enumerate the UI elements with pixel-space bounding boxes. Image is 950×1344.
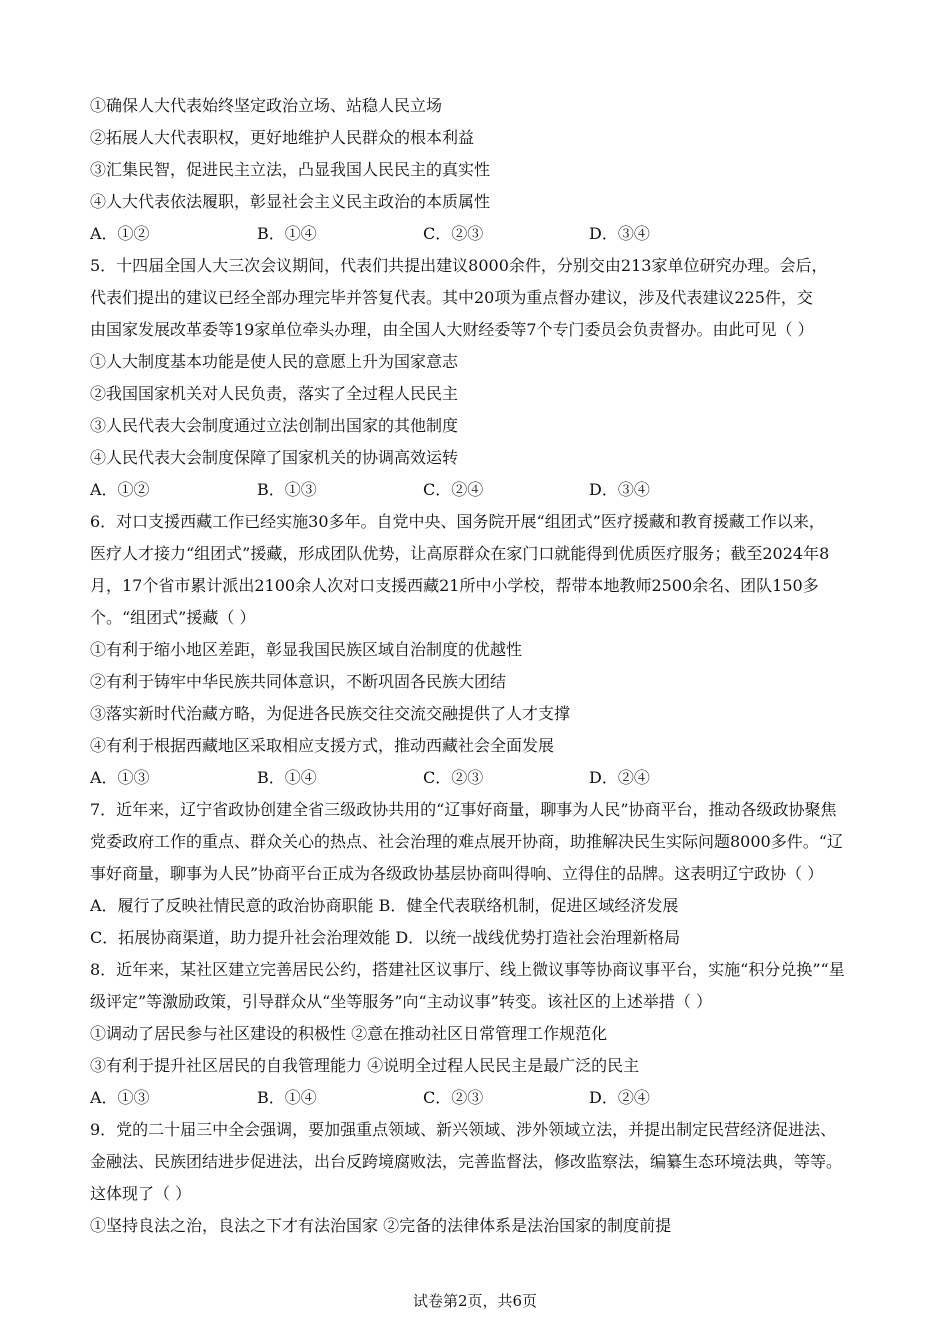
q9-statements-12: ①坚持良法之治，良法之下才有法治国家 ②完备的法律体系是法治国家的制度前提	[90, 1216, 672, 1235]
q6-option-c: C．②③	[423, 768, 484, 787]
q9-stem-line-1: 9．党的二十届三中全会强调，要加强重点领域、新兴领域、涉外领域立法，并提出制定民营经济促进法、	[90, 1120, 837, 1139]
q8-option-c: C．②③	[423, 1088, 484, 1107]
q5-statement-3: ③人民代表大会制度通过立法创制出国家的其他制度	[90, 416, 459, 435]
q5-option-c: C．②④	[423, 480, 484, 499]
q6-stem-line-2: 医疗人才接力“组团式”援藏，形成团队优势，让高原群众在家门口就能得到优质医疗服务；截至2024年8	[90, 544, 830, 563]
q5-option-a: A．①②	[90, 480, 150, 499]
q6-stem-line-4: 个。“组团式”援藏（ ）	[90, 608, 256, 627]
q4-statement-4: ④人大代表依法履职，彰显社会主义民主政治的本质属性	[90, 192, 491, 211]
q7-options-cd: C．拓展协商渠道，助力提升社会治理效能 D．以统一战线优势打造社会治理新格局	[90, 928, 681, 947]
q8-option-a: A．①③	[90, 1088, 150, 1107]
q6-stem-line-1: 6．对口支援西藏工作已经实施30多年。自党中央、国务院开展“组团式”医疗援藏和教育援藏工作以来，	[90, 512, 825, 531]
q4-statement-1: ①确保人大代表始终坚定政治立场、站稳人民立场	[90, 96, 443, 115]
page-footer: 试卷第2页，共6页	[412, 1292, 538, 1310]
q9-stem-line-3: 这体现了（ ）	[90, 1184, 192, 1203]
q8-stem-line-1: 8．近年来，某社区建立完善居民公约，搭建社区议事厅、线上微议事等协商议事平台，实施“积分兑换”“星	[90, 960, 845, 979]
q7-stem-line-2: 党委政府工作的重点、群众关心的热点、社会治理的难点展开协商，助推解决民生实际问题8000多件。“辽	[90, 832, 843, 851]
q6-statement-1: ①有利于缩小地区差距，彰显我国民族区域自治制度的优越性	[90, 640, 523, 659]
q5-option-d: D．③④	[589, 480, 650, 499]
q5-stem-line-3: 由国家发展改革委等19家单位牵头办理，由全国人大财经委等7个专门委员会负责督办。由此可见（ ）	[90, 320, 814, 339]
q8-statements-12: ①调动了居民参与社区建设的积极性 ②意在推动社区日常管理工作规范化	[90, 1024, 608, 1043]
q6-statement-2: ②有利于铸牢中华民族共同体意识，不断巩固各民族大团结	[90, 672, 507, 691]
q6-option-a: A．①③	[90, 768, 150, 787]
q4-option-a: A．①②	[90, 224, 150, 243]
q7-options-ab: A．履行了反映社情民意的政治协商职能 B．健全代表联络机制，促进区域经济发展	[90, 896, 679, 915]
q4-statement-3: ③汇集民智，促进民主立法，凸显我国人民民主的真实性	[90, 160, 491, 179]
q4-option-c: C．②③	[423, 224, 484, 243]
q9-stem-line-2: 金融法、民族团结进步促进法，出台反跨境腐败法，完善监督法，修改监察法，编纂生态环境法典，等等。	[90, 1152, 843, 1171]
q8-option-d: D．②④	[589, 1088, 650, 1107]
q7-stem-line-3: 事好商量，聊事为人民”协商平台正成为各级政协基层协商叫得响、立得住的品牌。这表明辽宁政协（ ）	[90, 864, 824, 883]
q5-stem-line-1: 5．十四届全国人大三次会议期间，代表们共提出建议8000余件，分别交由213家单位研究办理。会后，	[90, 256, 828, 275]
q8-statements-34: ③有利于提升社区居民的自我管理能力 ④说明全过程人民民主是最广泛的民主	[90, 1056, 640, 1075]
q4-statement-2: ②拓展人大代表职权，更好地维护人民群众的根本利益	[90, 128, 475, 147]
q4-option-b: B．①④	[257, 224, 317, 243]
q5-statement-4: ④人民代表大会制度保障了国家机关的协调高效运转	[90, 448, 459, 467]
q6-option-d: D．②④	[589, 768, 650, 787]
q5-statement-1: ①人大制度基本功能是使人民的意愿上升为国家意志	[90, 352, 459, 371]
q6-statement-3: ③落实新时代治藏方略，为促进各民族交往交流交融提供了人才支撑	[90, 704, 571, 723]
q6-stem-line-3: 月，17个省市累计派出2100余人次对口支援西藏21所中小学校，帮带本地教师2500余名、团队150多	[90, 576, 819, 595]
q6-statement-4: ④有利于根据西藏地区采取相应支援方式，推动西藏社会全面发展	[90, 736, 555, 755]
q8-option-b: B．①④	[257, 1088, 317, 1107]
q5-statement-2: ②我国国家机关对人民负责，落实了全过程人民民主	[90, 384, 459, 403]
q4-option-d: D．③④	[589, 224, 650, 243]
q6-option-b: B．①④	[257, 768, 317, 787]
q8-stem-line-2: 级评定”等激励政策，引导群众从“坐等服务”向“主动议事”转变。该社区的上述举措（ ）	[90, 992, 712, 1011]
q5-option-b: B．①③	[257, 480, 317, 499]
q5-stem-line-2: 代表们提出的建议已经全部办理完毕并答复代表。其中20项为重点督办建议，涉及代表建议225件，交	[90, 288, 813, 307]
q7-stem-line-1: 7．近年来，辽宁省政协创建全省三级政协共用的“辽事好商量，聊事为人民”协商平台，推动各级政协聚焦	[90, 800, 837, 819]
